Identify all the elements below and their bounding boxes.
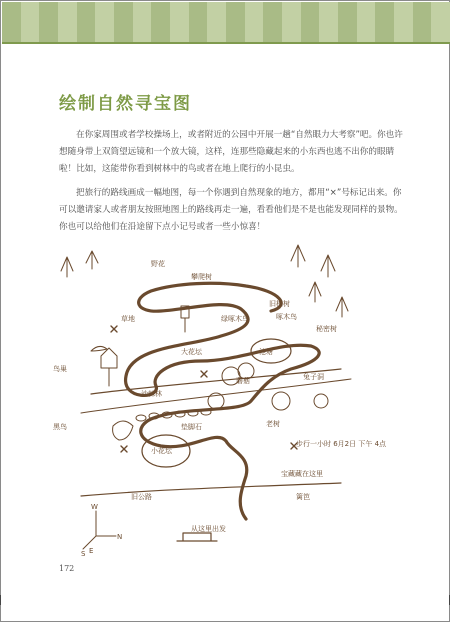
header-stripe xyxy=(245,2,264,42)
header-stripes xyxy=(2,2,450,42)
page-number: 172 xyxy=(59,564,75,573)
map-label-stepping-stones: 垫脚石 xyxy=(181,423,202,431)
compass-w: W xyxy=(91,503,98,511)
header-stripe xyxy=(133,2,152,42)
map-label-old-oak: 旧橡树 xyxy=(269,300,290,308)
compass-n: N xyxy=(117,533,123,541)
header-stripe xyxy=(413,2,432,42)
header-stripe xyxy=(394,2,413,42)
header-stripe xyxy=(2,2,21,42)
bird-house-icon xyxy=(101,348,117,386)
header-stripe xyxy=(338,2,357,42)
header-stripe xyxy=(375,2,394,42)
paragraph-1: 在你家周围或者学校操场上，或者附近的公园中开展一趟“自然眼力大考察”吧。你也许想随身带上双筒望远镜和一个放大镜，这样，连那些隐藏起来的小东西也逃不出你的眼睛啦！比如，这能带你看到树林中的鸟或者在地上爬行的小昆虫。 xyxy=(59,130,403,174)
tree xyxy=(314,394,328,408)
map-label-climbing-tree: 攀爬树 xyxy=(191,273,212,281)
map-label-wildflowers: 野花 xyxy=(151,260,165,268)
header-stripe xyxy=(319,2,338,42)
header-stripe xyxy=(151,2,170,42)
map-label-old-trees: 老树 xyxy=(266,420,280,428)
header-stripe xyxy=(170,2,189,42)
map-label-green-woodpecker: 绿啄木鸟 xyxy=(221,315,249,323)
crop-mark xyxy=(0,595,1,605)
x-mark xyxy=(111,326,117,332)
tree xyxy=(336,297,348,317)
section-title: 绘制自然寻宝图 xyxy=(59,94,192,114)
header-stripe xyxy=(282,2,301,42)
header-stripe xyxy=(226,2,245,42)
sparrow-icon xyxy=(113,421,133,440)
map-label-rabbit-burrow: 兔子洞 xyxy=(303,373,324,381)
x-mark xyxy=(201,371,207,377)
header-stripe xyxy=(58,2,77,42)
header-stripe xyxy=(189,2,208,42)
map-label-sea-buckthorn: 沙棘林 xyxy=(141,390,162,398)
map-label-mushrooms: 蘑菇 xyxy=(236,377,250,385)
compass-e: E xyxy=(89,547,94,555)
header-stripe xyxy=(21,2,40,42)
map-label-start: 从这里出发 xyxy=(191,525,226,533)
tree xyxy=(309,282,321,302)
tree xyxy=(291,245,305,267)
header-stripe xyxy=(77,2,96,42)
bird-icon xyxy=(91,346,107,351)
map-label-sparrow-note: 黑鸟 xyxy=(53,423,67,431)
tree xyxy=(61,257,73,277)
header-stripe xyxy=(39,2,58,42)
x-mark xyxy=(121,446,127,452)
treasure-map-illustration xyxy=(41,251,387,558)
tree xyxy=(272,392,290,410)
gate xyxy=(177,533,217,541)
map-label-flowerbed-small: 小花坛 xyxy=(151,447,172,455)
header-stripe xyxy=(263,2,282,42)
map-label-pond: 池塘 xyxy=(259,348,273,356)
header-stripe xyxy=(207,2,226,42)
paragraph-2: 把旅行的路线画成一幅地图，每一个你遇到自然现象的地方，都用“×”号标记出来。你可以邀请家人或者朋友按照地图上的路线再走一遍，看看他们是不是也能发现同样的景物。你也可以给他们在沿途留下点小记号或者一些小惊喜！ xyxy=(59,188,403,232)
header-stripe xyxy=(357,2,376,42)
header-stripe xyxy=(301,2,320,42)
map-label-bird-nest: 鸟巢 xyxy=(53,365,67,373)
map-label-treasure: 宝藏藏在这里 xyxy=(281,470,323,478)
tree xyxy=(86,251,98,269)
map-label-walk-note: 步行一小时 6月2日 下午 4点 xyxy=(296,440,387,448)
header-stripe xyxy=(114,2,133,42)
map-label-grass: 草地 xyxy=(121,315,135,323)
compass-s: S xyxy=(81,550,86,558)
map-label-secret-tree: 秘密树 xyxy=(316,325,337,333)
map-label-old-road: 旧公路 xyxy=(131,493,152,501)
tree xyxy=(321,255,335,277)
map-label-woodpecker: 啄木鸟 xyxy=(276,313,297,321)
map-label-fence: 篱笆 xyxy=(296,493,310,501)
header-stripe xyxy=(431,2,450,42)
map-label-flowerbed-large: 大花坛 xyxy=(181,348,202,356)
compass xyxy=(83,511,116,549)
header-rule xyxy=(2,42,450,44)
header-stripe xyxy=(95,2,114,42)
